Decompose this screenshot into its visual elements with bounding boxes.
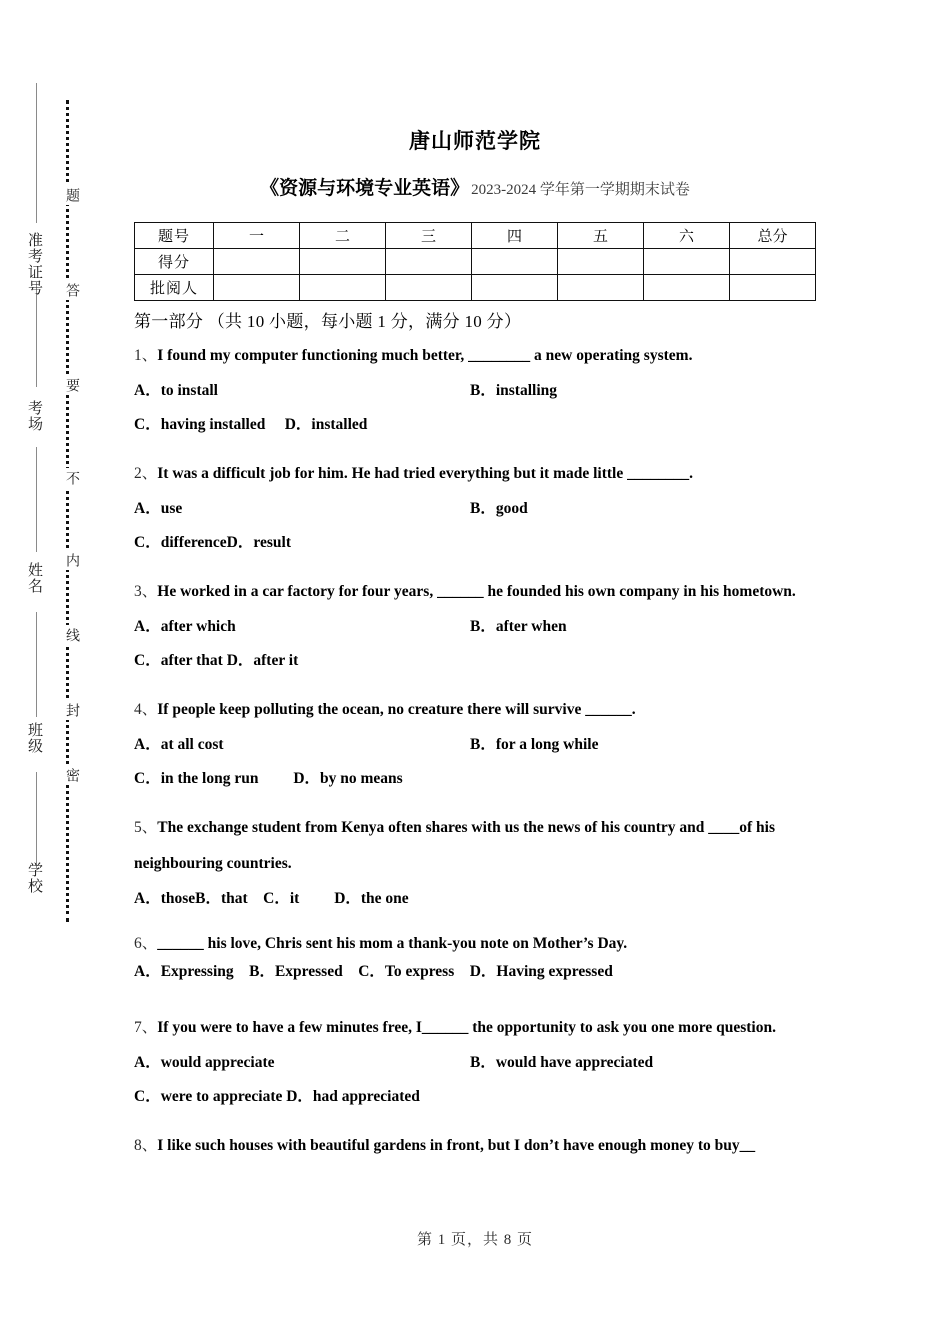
seal-margin	[0, 0, 120, 1344]
option-b[interactable]: B．good	[470, 500, 528, 517]
score-table-cell: 三	[386, 223, 472, 249]
question-option-row	[134, 1046, 816, 1080]
seal-rule-2	[36, 447, 37, 552]
term-label: 2023-2024 学年第一学期期末试卷	[471, 182, 690, 198]
question-stem	[134, 1010, 816, 1046]
option-cd[interactable]: C．were to appreciate D．had appreciated	[134, 1088, 420, 1105]
question-text: I found my computer functioning much better, ________ a new operating system.	[157, 347, 693, 364]
option-cd[interactable]: C．differenceD．result	[134, 534, 291, 551]
question-1	[134, 338, 816, 442]
score-table-cell[interactable]	[472, 275, 558, 301]
option-b[interactable]: B．for a long while	[470, 736, 599, 753]
question-7	[134, 1010, 816, 1114]
table-row	[135, 223, 816, 249]
question-text: If people keep polluting the ocean, no creature there will survive ______.	[157, 701, 636, 718]
option-b[interactable]: B．would have appreciated	[470, 1054, 654, 1071]
seal-notice-char-6: 线	[57, 625, 79, 645]
option-a[interactable]: A．to install	[134, 382, 218, 399]
seal-rule-4	[36, 772, 37, 868]
seal-label-exam-room: 考场	[26, 400, 42, 432]
paper-title	[134, 173, 816, 205]
spacer	[134, 986, 816, 1006]
option-abcd[interactable]: A．Expressing B．Expressed C．To express D．Having expressed	[134, 963, 613, 980]
spacer	[134, 678, 816, 688]
question-text: ______ his love, Chris sent his mom a thank-you note on Mother’s Day.	[157, 935, 628, 952]
seal-rule-3	[36, 612, 37, 717]
question-text: I like such houses with beautiful gardens in front, but I don’t have enough money to buy__	[157, 1137, 756, 1154]
score-table-cell[interactable]	[730, 275, 816, 301]
score-table	[134, 222, 816, 301]
score-table-cell[interactable]	[214, 275, 300, 301]
seal-dotted-rule	[66, 100, 69, 922]
option-cd[interactable]: C．after that D．after it	[134, 652, 299, 669]
question-5	[134, 810, 816, 916]
question-number: 3、	[134, 583, 158, 600]
score-table-cell[interactable]	[386, 275, 472, 301]
question-6	[134, 930, 816, 986]
question-option-row	[134, 1080, 816, 1114]
seal-notice-char-2: 答	[57, 280, 79, 300]
school-name: 唐山师范学院	[409, 129, 541, 153]
seal-notice-char-5: 内	[57, 550, 79, 570]
question-text: It was a difficult job for him. He had tried everything but it made little ________.	[157, 465, 693, 482]
score-table-cell: 总分	[730, 223, 816, 249]
question-number: 7、	[134, 1019, 158, 1036]
seal-rule-top	[36, 83, 37, 223]
question-option-row	[134, 526, 816, 560]
score-table-cell[interactable]	[300, 275, 386, 301]
question-number: 6、	[134, 935, 158, 952]
score-table-cell[interactable]	[644, 275, 730, 301]
option-a[interactable]: A．at all cost	[134, 736, 224, 753]
question-2	[134, 456, 816, 560]
seal-notice-char-7: 封	[57, 700, 79, 720]
question-option-row	[134, 958, 816, 986]
seal-notice-char-4: 不	[57, 468, 79, 488]
seal-rule-1	[36, 282, 37, 387]
question-option-row	[134, 374, 816, 408]
question-option-row	[134, 492, 816, 526]
score-table-cell[interactable]	[644, 249, 730, 275]
section-heading: 第一部分 （共 10 小题，每小题 1 分，满分 10 分）	[134, 312, 522, 331]
question-text: If you were to have a few minutes free, I______ the opportunity to ask you one more question.	[157, 1019, 776, 1036]
score-table-cell: 一	[214, 223, 300, 249]
question-stem	[134, 338, 816, 374]
spacer	[134, 560, 816, 570]
question-3	[134, 574, 816, 678]
score-table-rowhead-score: 得分	[135, 249, 214, 275]
seal-label-admission-number: 准考证号	[26, 232, 42, 296]
score-table-cell: 六	[644, 223, 730, 249]
question-number: 5、	[134, 819, 158, 836]
spacer	[134, 442, 816, 452]
score-table-cell[interactable]	[558, 275, 644, 301]
score-table-cell: 二	[300, 223, 386, 249]
score-table-cell[interactable]	[472, 249, 558, 275]
option-abcd[interactable]: A．thoseB．that C．it D．the one	[134, 890, 409, 907]
page-footer: 第 1 页，共 8 页	[416, 1232, 533, 1248]
spacer	[134, 916, 816, 926]
score-table-cell: 四	[472, 223, 558, 249]
score-table-rowhead-grader: 批阅人	[135, 275, 214, 301]
score-table-cell[interactable]	[386, 249, 472, 275]
seal-notice-char-3: 要	[57, 375, 79, 395]
question-option-row	[134, 610, 816, 644]
spacer	[134, 1114, 816, 1124]
option-a[interactable]: A．use	[134, 500, 183, 517]
question-option-row	[134, 644, 816, 678]
question-4	[134, 692, 816, 796]
seal-label-school: 学校	[26, 862, 42, 894]
option-b[interactable]: B．after when	[470, 618, 567, 635]
seal-label-class: 班级	[26, 722, 42, 754]
option-cd[interactable]: C．having installed D．installed	[134, 416, 368, 433]
score-table-cell[interactable]	[730, 249, 816, 275]
table-row	[135, 249, 816, 275]
question-stem	[134, 456, 816, 492]
question-stem	[134, 810, 816, 882]
question-stem	[134, 692, 816, 728]
question-option-row	[134, 408, 816, 442]
score-table-cell: 五	[558, 223, 644, 249]
question-option-row	[134, 762, 816, 796]
question-number: 1、	[134, 347, 158, 364]
question-option-row	[134, 882, 816, 916]
question-stem	[134, 574, 816, 610]
question-stem	[134, 930, 816, 958]
table-row	[135, 275, 816, 301]
option-cd[interactable]: C．in the long run D．by no means	[134, 770, 403, 787]
score-table-cell[interactable]	[214, 249, 300, 275]
score-table-cell[interactable]	[300, 249, 386, 275]
page-content	[134, 0, 816, 1164]
spacer	[134, 796, 816, 806]
option-a[interactable]: A．would appreciate	[134, 1054, 275, 1071]
question-text: The exchange student from Kenya often shares with us the news of his country and ____of his neighbouring countries.	[134, 819, 776, 872]
score-table-cell[interactable]	[558, 249, 644, 275]
question-number: 4、	[134, 701, 158, 718]
score-table-rowhead-question-number: 题号	[135, 223, 214, 249]
seal-notice-char-1: 题	[57, 185, 79, 205]
question-8	[134, 1128, 816, 1164]
seal-label-name: 姓名	[26, 562, 42, 594]
question-text: He worked in a car factory for four years, ______ he founded his own company in his hometown.	[157, 583, 796, 600]
question-option-row	[134, 728, 816, 762]
course-name: 《资源与环境专业英语》	[260, 177, 470, 199]
question-number: 2、	[134, 465, 158, 482]
question-stem	[134, 1128, 816, 1164]
question-number: 8、	[134, 1137, 158, 1154]
option-b[interactable]: B．installing	[470, 382, 557, 399]
seal-notice-char-8: 密	[57, 765, 79, 785]
option-a[interactable]: A．after which	[134, 618, 236, 635]
